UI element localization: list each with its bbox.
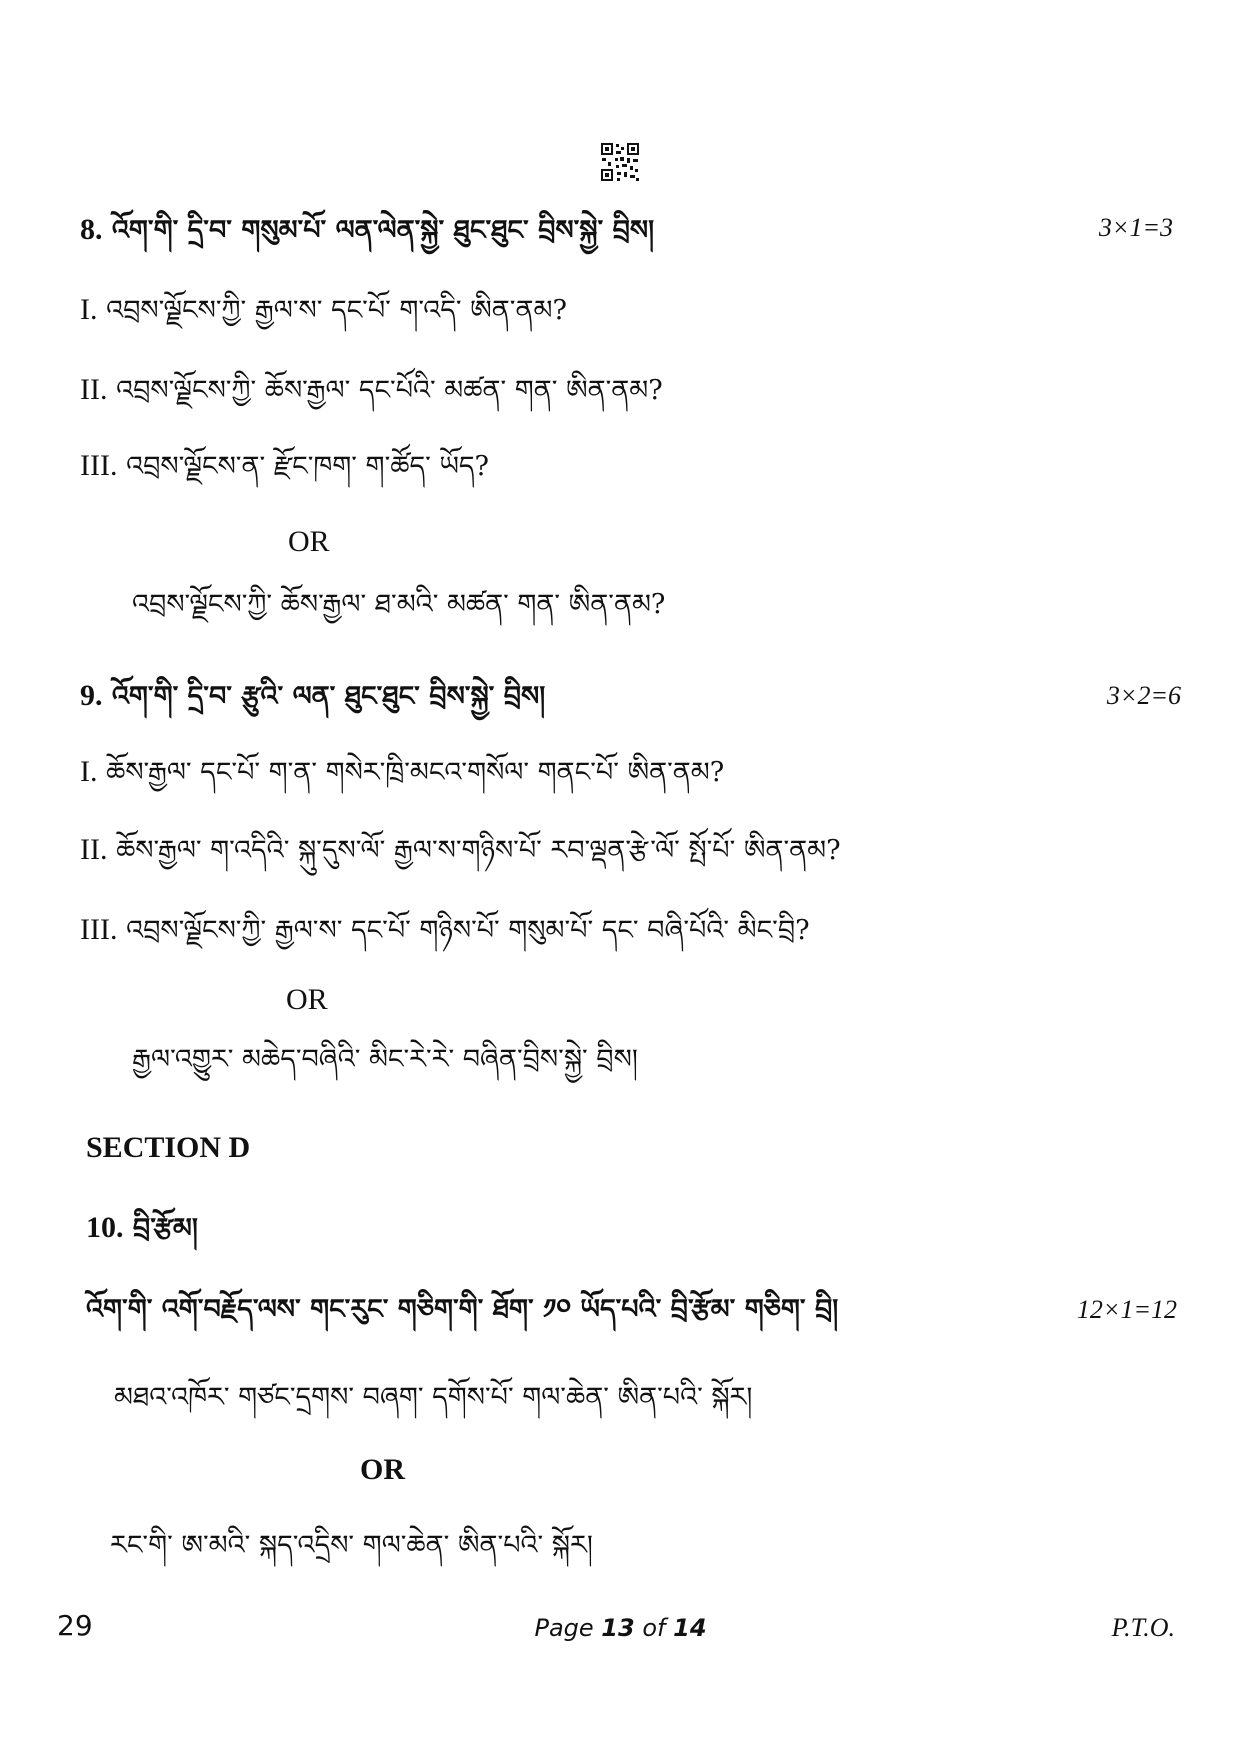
q9-alt-question: རྒྱལ་འགྱུར་ མཆེད་བཞིའི་ མིང་རེ་རེ་ བཞིན་བྲིས་སྐྱེ་ བྲིས། — [132, 1044, 638, 1075]
q9-item-2-text: ཆོས་རྒྱལ་ ག་འདིའི་ སྐུ་དུས་ལོ་ རྒྱལ་ས་གཉིས་པོ་ རབ་ལྡན་རྩེ་ལོ་ སྤོ་པོ་ ཨིན་ནམ? — [116, 835, 841, 866]
q9-number: 9. — [80, 679, 103, 712]
q10-heading: འོག་གི་ འགོ་བརྗོད་ལས་ གང་རུང་ གཅིག་གི་ ཐོག་ ༡༠ ཡོད་པའི་ བྲི་རྩོམ་ གཅིག་ བྲི། — [86, 1294, 839, 1325]
q8-heading-text: འོག་གི་ དྲི་བ་ གསུམ་པོ་ ལན་ལེན་སྐྱེ་ ཐུང་ཐུང་ བྲིས་སྐྱེ་ བྲིས། — [111, 215, 655, 246]
q10-option-1: མཐའ་འཁོར་ གཙང་དྲགས་ བཞག་ དགོས་པོ་ གལ་ཆེན་ ཨིན་པའི་ སྐོར། — [114, 1382, 753, 1413]
page-of: of — [642, 1614, 666, 1642]
q10-or-label: OR — [360, 1453, 405, 1486]
page-prefix: Page — [534, 1614, 594, 1642]
q9-heading-text: འོག་གི་ དྲི་བ་ རྩུའི་ ལན་ ཐུང་ཐུང་ བྲིས་སྐྱེ་ བྲིས། — [111, 681, 546, 712]
q8-item-1 — [80, 290, 567, 331]
q9-item-1-num: I. — [80, 755, 98, 788]
q10-title — [86, 1208, 198, 1249]
q10-option-2: རང་གི་ ཨ་མའི་ སྐད་འདྲིས་ གལ་ཆེན་ ཨིན་པའི་ སྐོར། — [110, 1530, 593, 1561]
q10-title-text: བྲི་རྩོམ། — [132, 1213, 198, 1244]
q8-item-1-text: འབྲས་ལྗོངས་ཀྱི་ རྒྱལ་ས་ དང་པོ་ ག་འདི་ ཨིན་ནམ? — [106, 295, 567, 326]
qr-code — [600, 142, 640, 182]
section-d-heading: SECTION D — [86, 1131, 251, 1164]
q9-item-3-text: འབྲས་ལྗོངས་ཀྱི་ རྒྱལ་ས་ དང་པོ་ གཉིས་པོ་ གསུམ་པོ་ དང་ བཞི་པོའི་ མིང་བྲི? — [126, 915, 810, 946]
q9-heading — [80, 676, 545, 717]
q8-item-3-text: འབྲས་ལྗོངས་ན་ རྫོང་ཁག་ ག་ཚོད་ ཡོད? — [126, 451, 490, 482]
q9-item-1-text: ཆོས་རྒྱལ་ དང་པོ་ ག་ན་ གསེར་ཁྲི་མངའ་གསོལ་ གནང་པོ་ ཨིན་ནམ? — [106, 757, 725, 788]
page-total: 14 — [673, 1614, 707, 1642]
q10-marks: 12×1=12 — [1076, 1295, 1177, 1324]
q9-item-3-num: III. — [80, 913, 118, 946]
q8-item-2-num: II. — [80, 373, 108, 406]
pto-label: P.T.O. — [1111, 1613, 1175, 1642]
q8-item-2 — [80, 370, 663, 411]
q10-number: 10. — [86, 1211, 124, 1244]
page-current: 13 — [601, 1614, 635, 1642]
q8-item-2-text: འབྲས་ལྗོངས་ཀྱི་ ཆོས་རྒྱལ་ དང་པོའི་ མཚན་ གན་ ཨིན་ནམ? — [116, 375, 663, 406]
page-number — [0, 1608, 1241, 1648]
q8-marks: 3×1=3 — [1098, 213, 1173, 242]
q8-item-3-num: III. — [80, 449, 118, 482]
q9-item-2 — [80, 830, 841, 871]
q8-alt-question: འབྲས་ལྗོངས་ཀྱི་ ཆོས་རྒྱལ་ ཐ་མའི་ མཚན་ གན་ ཨིན་ནམ? — [132, 589, 666, 620]
q9-marks: 3×2=6 — [1106, 681, 1181, 710]
q8-or-label: OR — [288, 525, 330, 558]
paper-code: 29 — [57, 1609, 93, 1642]
q8-item-3 — [80, 446, 489, 487]
q9-item-2-num: II. — [80, 833, 108, 866]
q8-heading — [80, 210, 654, 251]
q8-number: 8. — [80, 213, 103, 246]
q9-or-label: OR — [286, 983, 328, 1016]
q9-item-3 — [80, 910, 810, 951]
q8-item-1-num: I. — [80, 293, 98, 326]
q9-item-1 — [80, 752, 724, 793]
